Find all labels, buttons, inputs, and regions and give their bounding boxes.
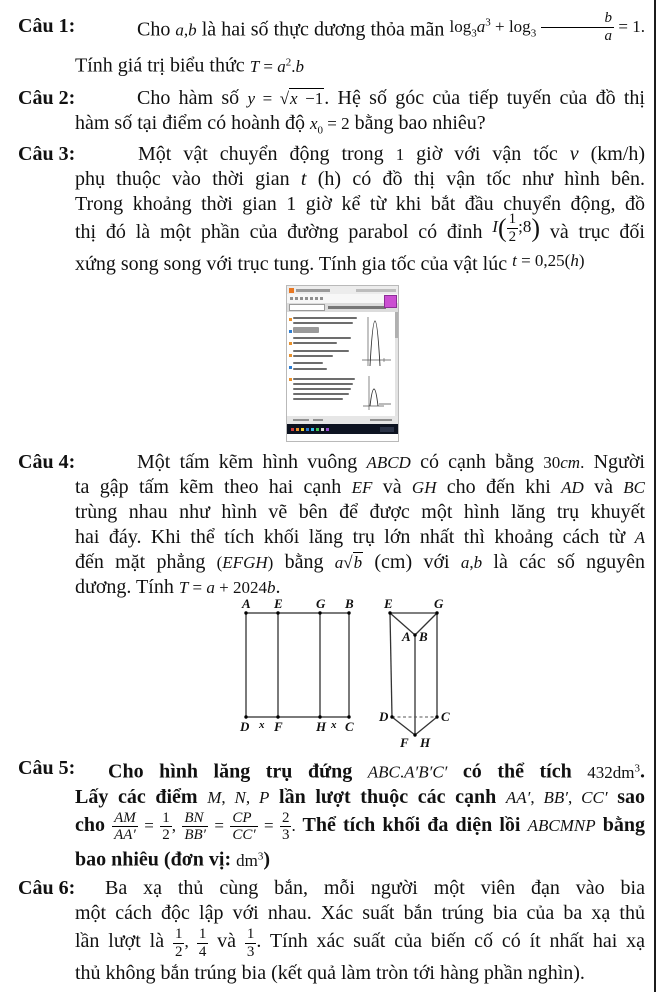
text-line: một cách độc lập với nhau. Xác suất bắn trúng bia của ba xạ thủ <box>75 902 645 924</box>
vertex-label: H <box>420 735 431 750</box>
question-text <box>75 876 645 986</box>
parabola-graphs <box>360 314 394 414</box>
question-label: Câu 3: <box>18 143 76 165</box>
toolbar-icon <box>315 297 318 300</box>
question-label: Câu 6: <box>18 877 76 899</box>
question-label: Câu 1: <box>18 15 76 37</box>
scrollbar <box>395 312 398 416</box>
vertex-label: G <box>316 598 326 611</box>
text-line: cho $\frac{AM}{AA'}$ = $\frac{1}{2}$ , $\frac{BN}{BB'}$ = $\frac{CP}{CC'}$ = $\frac{2}{3}$ . Thể tích khối đa diện lồi ABCMNP bằng <box>75 809 646 844</box>
app-icon <box>289 288 294 293</box>
taskbar-icon <box>301 428 304 431</box>
text-line: Một vật chuyển động trong 1 giờ với vận tốc v (km/h) <box>138 143 646 165</box>
taskbar-icon <box>296 428 299 431</box>
question-text <box>75 756 645 873</box>
text-line: bao nhiêu (đơn vị: $dm^3$) <box>75 848 271 871</box>
square-figure <box>234 598 364 740</box>
text-line: Cho hàm số y = √x −1. Hệ số góc của tiếp tuyến của đồ thị <box>137 87 645 109</box>
vertex-label: A <box>402 629 411 644</box>
prism-figure <box>374 598 454 750</box>
text-line: lần lượt là $\frac{1}{2}$ , $\frac{1}{4}$ và $\frac{1}{3}$ . Tính xác suất của biến cố có ít nhất hai xạ <box>75 926 645 960</box>
text-line: thủ không bắn trúng bia (kết quả làm tròn tới hàng phần nghìn). <box>75 961 585 984</box>
length-tick: x <box>331 719 337 731</box>
os-taskbar <box>287 424 398 434</box>
question-6 <box>0 876 666 986</box>
taskbar-icon <box>316 428 319 431</box>
bullet-icon <box>289 318 292 321</box>
toolbar <box>287 294 398 303</box>
toolbar-icon <box>290 297 293 300</box>
taskbar-icon <box>321 428 324 431</box>
question-4 <box>0 450 666 600</box>
formula-input <box>289 304 325 311</box>
taskbar-icon <box>291 428 294 431</box>
length-tick: x <box>259 719 265 731</box>
text-line: Ba xạ thủ cùng bắn, mỗi người một viên đạn vào bia <box>105 877 645 899</box>
text-line: Cho hình lăng trụ đứng ABC.A′B′C′ có thể tích $432dm^3$. <box>108 760 645 783</box>
vertex-label: F <box>274 719 283 734</box>
text-line: thị đó là một phần của đường parabol có đỉnh $^{I( \frac{1}{2} ;8)}$ và trục đối <box>75 211 645 245</box>
question-text <box>75 10 646 79</box>
bullet-icon <box>289 354 292 357</box>
vertex-label: F <box>400 735 409 750</box>
vertex-label: D <box>240 719 250 734</box>
toolbar-icon <box>305 297 308 300</box>
text-line: đến mặt phẳng (EFGH) bằng a√b (cm) với a,b là các số nguyên <box>75 551 646 573</box>
toolbar-icon <box>300 297 303 300</box>
text-line: Tính giá trị biểu thức $T = a^2.b$ <box>75 54 304 77</box>
window-title-text <box>296 289 330 292</box>
vertex-label: A <box>242 598 251 611</box>
question-label: Câu 2: <box>18 87 76 109</box>
window-controls <box>356 289 396 292</box>
question-label: Câu 4: <box>18 451 76 473</box>
status-bar <box>287 416 398 424</box>
text-line: dương. Tính T = a + 2024b. <box>75 576 281 598</box>
text-line: trùng nhau như hình vẽ bên để được một hình lăng trụ khuyết <box>75 501 645 523</box>
formula-bar <box>287 303 398 312</box>
question-text <box>75 142 645 277</box>
vertex-label: B <box>419 629 428 644</box>
vertex-label: D <box>379 709 389 724</box>
bullet-icon <box>289 330 292 333</box>
vertex-label: B <box>345 598 354 611</box>
question-text <box>75 86 645 143</box>
taskbar-icon <box>326 428 329 431</box>
blurred-text-lines <box>293 312 359 416</box>
vertex-label: E <box>274 598 283 611</box>
system-tray <box>380 427 394 432</box>
question-text <box>75 450 645 600</box>
question-5 <box>0 756 666 873</box>
vertex-label: G <box>434 598 444 611</box>
question-3 <box>0 142 666 277</box>
vertex-label: C <box>441 709 450 724</box>
vertex-label: C <box>345 719 354 734</box>
text-line: Một tấm kẽm hình vuông ABCD có cạnh bằng 30cm. Người <box>137 451 645 473</box>
text-line: Cho a,b là hai số thực dương thỏa mãn $^{log_3a^3 + log_3 \frac{b}{a} = 1.}$ <box>137 10 646 45</box>
document-content-area <box>287 312 398 416</box>
toolbar-icon <box>320 297 323 300</box>
text-line: hàm số tại điểm có hoành độ $x_0 = 2$ bằng bao nhiêu? <box>75 112 486 137</box>
text-line: phụ thuộc vào thời gian t (h) có đồ thị vận tốc như hình bên. <box>75 168 645 190</box>
text-line: Trong khoảng thời gian 1 giờ kể từ khi bắt đầu chuyển động, đồ <box>75 193 645 215</box>
bullet-icon <box>289 342 292 345</box>
bullet-icon <box>289 378 292 381</box>
bullet-icon <box>289 366 292 369</box>
question-2 <box>0 86 666 143</box>
taskbar-icon <box>306 428 309 431</box>
toolbar-icon <box>310 297 313 300</box>
formula-bar-text <box>328 306 386 309</box>
text-line: Lấy các điểm M, N, P lần lượt thuộc các cạnh AA′, BB′, CC′ sao <box>75 785 645 808</box>
text-line: hai đáy. Khi thể tích khối lăng trụ lớn nhất thì khoảng cách từ A <box>75 526 645 548</box>
taskbar-icon <box>311 428 314 431</box>
text-line: ta gập tấm kẽm theo hai cạnh EF và GH cho đến khi AD và BC <box>75 476 646 498</box>
window-title-bar <box>287 286 398 294</box>
toolbar-icon <box>295 297 298 300</box>
vertex-label: E <box>384 598 393 611</box>
text-line: xứng song song với trục tung. Tính gia tốc của vật lúc $^{t = 0,25(h)}$ <box>75 250 585 275</box>
highlighted-toolbar-button <box>384 295 397 308</box>
question-1 <box>0 10 666 79</box>
question-label: Câu 5: <box>18 757 76 779</box>
velocity-graph-screenshot <box>286 285 399 442</box>
vertex-label: H <box>316 719 327 734</box>
